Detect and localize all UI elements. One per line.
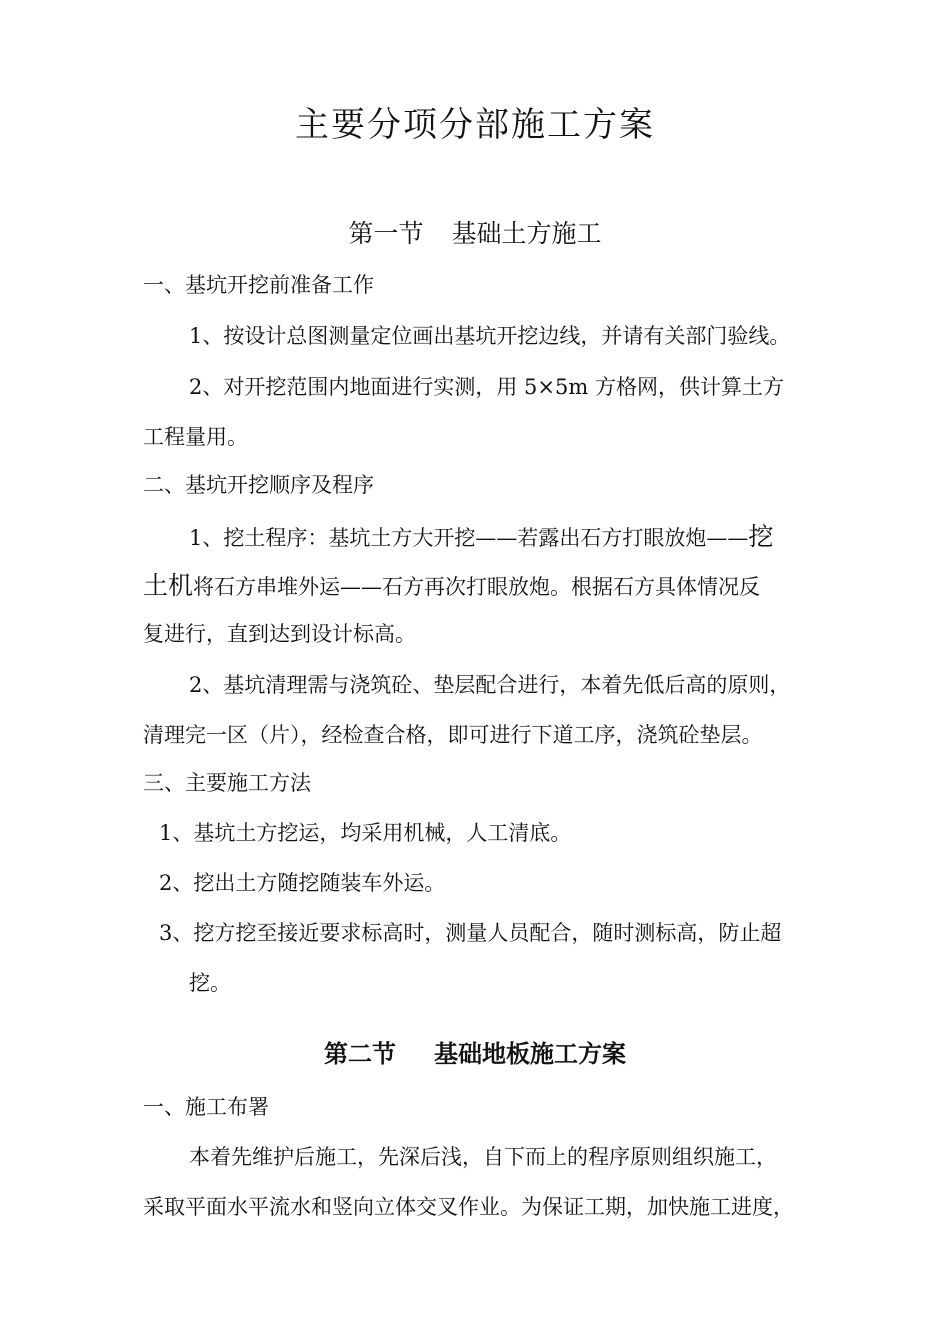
document-title: 主要分项分部施工方案 xyxy=(295,105,655,145)
section-2-name: 基础地板施工方案 xyxy=(434,1040,626,1068)
s1-heading-methods: 三、主要施工方法 xyxy=(143,771,311,795)
section-2-label: 第二节 xyxy=(324,1040,396,1068)
s1-method-3-line-2: 挖。 xyxy=(189,971,231,995)
s1-method-3-line-1: 3、挖方挖至接近要求标高时，测量人员配合，随时测标高，防止超 xyxy=(159,921,782,945)
s1-method-2: 2、挖出土方随挖随装车外运。 xyxy=(159,871,446,895)
s1-heading-sequence: 二、基坑开挖顺序及程序 xyxy=(143,473,374,497)
s1-para-4-line-2: 清理完一区（片），经检查合格，即可进行下道工序，浇筑砼垫层。 xyxy=(143,723,763,747)
s2-para-1-line-2: 采取平面水平流水和竖向立体交叉作业。为保证工期，加快施工进度， xyxy=(143,1195,794,1219)
section-1-label: 第一节 xyxy=(348,219,424,248)
section-1-name: 基础土方施工 xyxy=(451,219,602,248)
s1-para-3-line-1-text: 1、挖土程序：基坑土方大开挖——若露出石方打眼放炮—— xyxy=(189,526,749,550)
s1-method-1: 1、基坑土方挖运，均采用机械，人工清底。 xyxy=(159,821,572,845)
s1-para-3-line-3: 复进行，直到达到设计标高。 xyxy=(143,622,416,646)
s1-para-2-line-2: 工程量用。 xyxy=(143,425,248,449)
s1-para-3-line-2-text: 将石方串堆外运——石方再次打眼放炮。根据石方具体情况反 xyxy=(193,575,761,599)
s1-para-3-line-1-tail: 挖 xyxy=(748,522,774,551)
section-2-heading xyxy=(0,1042,950,1066)
s1-para-4-line-1: 2、基坑清理需与浇筑砼、垫层配合进行，本着先低后高的原则， xyxy=(189,673,791,697)
s1-para-1: 1、按设计总图测量定位画出基坑开挖边线，并请有关部门验线。 xyxy=(189,324,791,348)
s2-para-1-line-1: 本着先维护后施工，先深后浅，自下而上的程序原则组织施工， xyxy=(189,1145,777,1169)
s1-para-3-line-2 xyxy=(143,573,760,598)
s1-heading-prep: 一、基坑开挖前准备工作 xyxy=(143,273,374,297)
s1-para-3-line-1 xyxy=(189,524,773,549)
section-1-heading xyxy=(0,221,950,246)
s1-para-3-line-2-head: 土机 xyxy=(143,571,194,600)
s1-para-2-line-1: 2、对开挖范围内地面进行实测，用 5×5m 方格网，供计算土方 xyxy=(189,375,784,399)
s2-heading-layout: 一、施工布署 xyxy=(143,1095,269,1119)
